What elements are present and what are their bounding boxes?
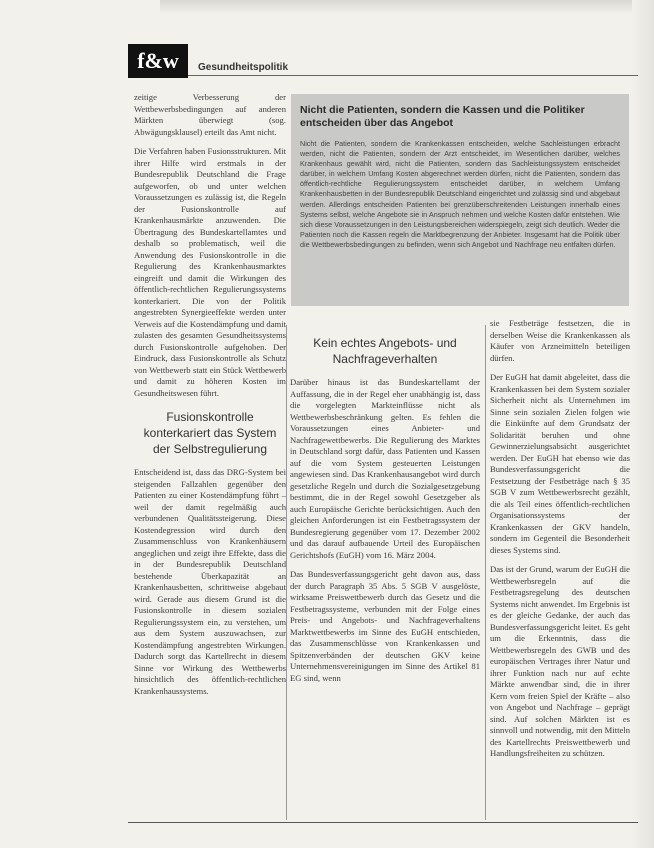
bottom-rule bbox=[128, 822, 638, 823]
info-box bbox=[291, 94, 629, 306]
magazine-logo: f&w bbox=[128, 44, 188, 78]
right-paragraph-2: Der EuGH hat damit abgeleitet, dass die Krankenkassen bei dem System sozialer Sicherheit nicht als Unternehmen im Sinne sein sozialen Zielen folgen wie die Einkünfte auf dem Grundsatz der Solidarität beruhen und ohne Gewinnerzielungsabsicht ausgerichtet werden. Der EuGH hat ebenso wie das Bundesverfassungsgericht die Festsetzung der Festbeträge nach § 35 SGB V zum Wettbewerbsrecht gezählt, die als Teil eines öffentlich-rechtlichen Organisationssystems der Krankenkassen der GKV handeln, sondern im Gegenteil die Besonderheit dieses Systems sind. bbox=[490, 372, 630, 555]
middle-paragraph-1: Darüber hinaus ist das Bundeskartellamt der Auffassung, die in der Regel eher unabhängig ist, dass die vorgelegten Markteinflüsse nicht als Wettbewerbsbeschränkung gelten. Es fehlen die Voraussetzungen eines Anbieter- und Nachfragewettbewerbs. Die Regulierung des Marktes in Deutschland sorgt dafür, dass Patienten und Kassen auf die vom System gesteuerten Leistungen angewiesen sind. Das Krankenhausangebot wird durch gesetzliche Regeln und durch die Sozialgesetzgebung bestimmt, die in der Regel sowohl Gesetzgeber als auch Europäische Gerichte berücksichtigen. Auch den gleichen Anforderungen ist ein Festbetragssystem der Bundesregierung gegenüber vom 17. Dezember 2002 und das darauf aufbauende Urteil des Europäischen Gerichtshofs (EuGH) vom 16. März 2004. bbox=[290, 377, 480, 560]
right-paragraph-1: sie Festbeträge festsetzen, die in derselben Weise die Krankenkassen als Käufer von Arzneimitteln beteiligen dürfen. bbox=[490, 318, 630, 363]
column-rule-left bbox=[286, 325, 287, 820]
left-column bbox=[134, 92, 286, 705]
right-paragraph-3: Das ist der Grund, warum der EuGH die Wettbewerbsregeln auf die Festbetragsregelung des deutschen Systems nicht anwendet. Im Ergebnis ist es der gleiche Gedanke, der auch das Bundesverfassungsgericht leitet. Es geht um die Erkenntnis, dass die Wettbewerbsregeln des GWB und des europäischen Vertrages ihrer Natur und ihrer Funktion nach nur auf echte Märkte anwendbar sind, die in ihrer Kern vom freien Spiel der Kräfte – also von Angebot und Nachfrage – geprägt sind. Auf solchen Märkten ist es sinnvoll und notwendig, mit den Mitteln des Kartellrechts Preiswettbewerb und Handlungsfreiheiten zu schützen. bbox=[490, 564, 630, 758]
scan-shadow-right bbox=[632, 0, 654, 848]
column-rule-right bbox=[485, 325, 486, 820]
left-paragraph-1: zeitige Verbesserung der Wettbewerbsbedingungen auf anderen Märkten überwiegt (sog. Abwägungsklausel) erteilt das Amt nicht. bbox=[134, 92, 286, 137]
left-subheading: Fusionskontrolle konterkariert das System der Selbstregulierung bbox=[143, 410, 277, 456]
middle-column bbox=[290, 325, 480, 692]
page-header bbox=[128, 44, 638, 84]
info-box-text: Nicht die Patienten, sondern die Krankenkassen entscheiden, welche Sachleistungen erbracht werden, nicht die Patienten, sondern der Arzt entscheidet, im Wesentlichen darüber, welches Krankenhaus gewählt wird, nicht die Patienten, sondern das Sachleistungssystem entscheidet darüber, in welchem Umfang Kosten abgerechnet werden dürfen, nicht die Patienten, sondern das öffentlich-rechtliche Regulierungssystem entscheidet darüber, in welchem Umfang Krankenhausbetten in der Bundesrepublik Deutschland eingerichtet und zulässig sind und abgebaut werden. Allerdings entscheiden Patienten bei grenzüberschreitenden Leistungen innerhalb eines Systems selbst, welche Angebote sie in Anspruch nehmen und welche Kosten dafür entstehen. Wie sich diese Voraussetzungen in den Leistungsbereichen widerspiegeln, zeigt sich deutlich. Weder die Patienten noch die Kassen regeln die Marktbegrenzung der Anbieter. Insgesamt hat die Politik über die Wettbewerbsbedingungen zu befinden, wenn sich Angebot und Nachfrage neu entfalten dürfen. bbox=[300, 139, 620, 249]
right-column bbox=[490, 318, 630, 768]
left-paragraph-3: Entscheidend ist, dass das DRG-System bei steigenden Fallzahlen gegenüber den Patienten zu einer Kostendämpfung führt – weil der damit regelmäßig auch verbundenen Qualitätssteigerung. Diese Kostendegression wird durch den Zusammenschluss von Krankenhäusern angeglichen und zeigt ihre Effekte, dass die in der Bundesrepublik Deutschland bestehende Überkapazität an Krankenhausbetten, schrittweise abgebaut wird. Gerade aus diesem Grund ist die Fusionskontrolle in diesem sozialen Regulierungssystem ein, zu verstehen, um aus dem System auszuwachsen, zur Kostendämpfung angestrebten Wirkungen. Dadurch sorgt das Kartellrecht in diesem Sinne vor Wirkung des Wettbewerbs hinsichtlich des öffentlich-rechtlichen Krankenhaussystems. bbox=[134, 467, 286, 696]
scan-shadow-top bbox=[160, 0, 654, 14]
info-box-title: Nicht die Patienten, sondern die Kassen und die Politiker entscheiden über das Angebot bbox=[300, 104, 585, 129]
left-paragraph-2: Die Verfahren haben Fusionsstrukturen. Mit ihrer Hilfe wird erstmals in der Bundesrepublik Deutschland die Frage aufgeworfen, ob und unter welchen Voraussetzungen es zulässig ist, die Regeln der Fusionskontrolle auf Krankenhausmärkte anzuwenden. Die Übertragung des Bundeskartellamtes und deshalb so problematisch, weil die Anwendung des Fusionskontrolle in die Regulierung des Krankenhausmarktes eingreift und damit die Wirkungen des öffentlich-rechtlichen Regulierungssystems konterkariert. Die von der Politik angestrebten Synergieeffekte werden unter Verweis auf die Kostendämpfung und damit zulasten des gesamten Gesundheitssystems durch Fusionskontrolle aufgehoben. Der Eindruck, dass Fusionskontrolle als Schutz von Wettbewerb statt ein Stück Wettbewerb und damit zu höheren Kosten im Gesundheitswesen führt. bbox=[134, 146, 286, 398]
middle-paragraph-2: Das Bundesverfassungsgericht geht davon aus, dass der durch Paragraph 35 Abs. 5 SGB V ausgelöste, wirksame Preiswettbewerb durch das Gesetz und die Festbetragssysteme, verbunden mit der Folge eines Preis- und Angebots- und Nachfrageverhaltens Marktwettbewerbs im Sinne des EuGH entschieden, das Zusammenschlüsse von Krankenkassen und Spitzenverbänden der deutschen GKV keine Unternehmensvereinigungen im Sinne des Artikel 81 EG sind, wenn bbox=[290, 569, 480, 683]
middle-subheading: Kein echtes Angebots- und Nachfrageverhalten bbox=[313, 336, 457, 366]
header-rule bbox=[188, 75, 638, 76]
section-title: Gesundheitspolitik bbox=[198, 62, 289, 73]
